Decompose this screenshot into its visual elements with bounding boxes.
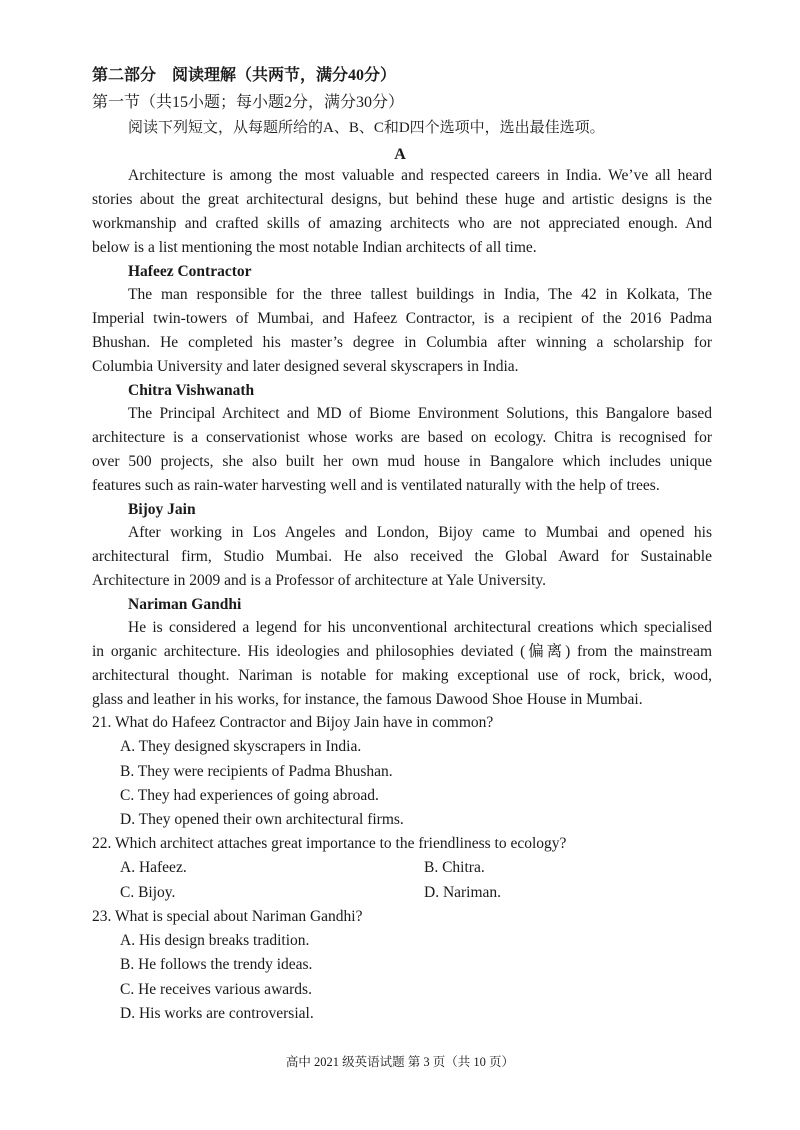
section-title: 第一节（共15小题；每小题2分，满分30分） bbox=[92, 94, 405, 111]
architect-text: The man responsible for the three tallest buildings in India, The 42 in Kolkata, The bbox=[128, 286, 712, 303]
option-b[interactable]: B. He follows the trendy ideas. bbox=[120, 956, 313, 973]
architect-text: Columbia University and later designed several skyscrapers in India. bbox=[92, 358, 519, 375]
architect-name: Hafeez Contractor bbox=[128, 263, 252, 280]
architect-text: Bhushan. He completed his master’s degree in Columbia after winning a scholarship for bbox=[92, 334, 712, 351]
intro-line: Architecture is among the most valuable and respected careers in India. We’ve all heard bbox=[128, 167, 712, 184]
intro-line: stories about the great architectural designs, but behind these huge and artistic designs is the bbox=[92, 191, 712, 208]
option-c[interactable]: C. They had experiences of going abroad. bbox=[120, 787, 379, 804]
question-stem: 22. Which architect attaches great importance to the friendliness to ecology? bbox=[92, 835, 567, 852]
architect-text: in organic architecture. His ideologies and philosophies deviated (偏离) from the mainstream bbox=[92, 643, 712, 660]
instruction: 阅读下列短文，从每题所给的A、B、C和D四个选项中，选出最佳选项。 bbox=[128, 120, 605, 136]
option-a[interactable]: A. His design breaks tradition. bbox=[120, 932, 310, 949]
option-c[interactable]: C. He receives various awards. bbox=[120, 981, 312, 998]
option-d[interactable]: D. They opened their own architectural firms. bbox=[120, 811, 404, 828]
option-d[interactable]: D. His works are controversial. bbox=[120, 1005, 314, 1022]
architect-text: Imperial twin-towers of Mumbai, and Hafeez Contractor, is a recipient of the 2016 Padma bbox=[92, 310, 712, 327]
intro-line: workmanship and crafted skills of amazing architects who are not appreciated enough. And bbox=[92, 215, 712, 232]
part-title: 第二部分 阅读理解（共两节，满分40分） bbox=[92, 67, 397, 84]
option-b[interactable]: B. Chitra. bbox=[424, 859, 485, 876]
architect-text: glass and leather in his works, for instance, the famous Dawood Shoe House in Mumbai. bbox=[92, 691, 643, 708]
architect-text: After working in Los Angeles and London, Bijoy came to Mumbai and opened his bbox=[128, 524, 712, 541]
page-footer: 高中 2021 级英语试题 第 3 页（共 10 页） bbox=[285, 1055, 515, 1069]
option-b[interactable]: B. They were recipients of Padma Bhushan. bbox=[120, 763, 393, 780]
option-d[interactable]: D. Nariman. bbox=[424, 884, 502, 901]
architect-text: Architecture in 2009 and is a Professor of architecture at Yale University. bbox=[92, 572, 546, 589]
architect-name: Chitra Vishwanath bbox=[128, 382, 255, 399]
architect-name: Nariman Gandhi bbox=[128, 596, 242, 613]
architect-text: features such as rain-water harvesting well and is ventilated naturally with the help of trees. bbox=[92, 477, 660, 494]
architect-text: architecture is a conservationist whose works are based on ecology. Chitra is recognised for bbox=[92, 429, 712, 446]
passage-label: A bbox=[394, 146, 406, 163]
architect-text: He is considered a legend for his unconventional architectural creations which specialised bbox=[128, 619, 712, 636]
architect-name: Bijoy Jain bbox=[128, 501, 196, 518]
architect-text: over 500 projects, she also built her own mud house in Bangalore which includes unique bbox=[92, 453, 712, 470]
architect-text: architectural firm, Studio Mumbai. He also received the Global Award for Sustainable bbox=[92, 548, 712, 565]
intro-line: below is a list mentioning the most notable Indian architects of all time. bbox=[92, 239, 537, 256]
option-a[interactable]: A. They designed skyscrapers in India. bbox=[120, 738, 362, 755]
architect-text: The Principal Architect and MD of Biome Environment Solutions, this Bangalore based bbox=[128, 405, 712, 422]
question-stem: 23. What is special about Nariman Gandhi? bbox=[92, 908, 363, 925]
architect-text: architectural thought. Nariman is notable for making exceptional use of rock, brick, wood, bbox=[92, 667, 712, 684]
option-c[interactable]: C. Bijoy. bbox=[120, 884, 176, 901]
question-stem: 21. What do Hafeez Contractor and Bijoy Jain have in common? bbox=[92, 714, 494, 731]
option-a[interactable]: A. Hafeez. bbox=[120, 859, 187, 876]
